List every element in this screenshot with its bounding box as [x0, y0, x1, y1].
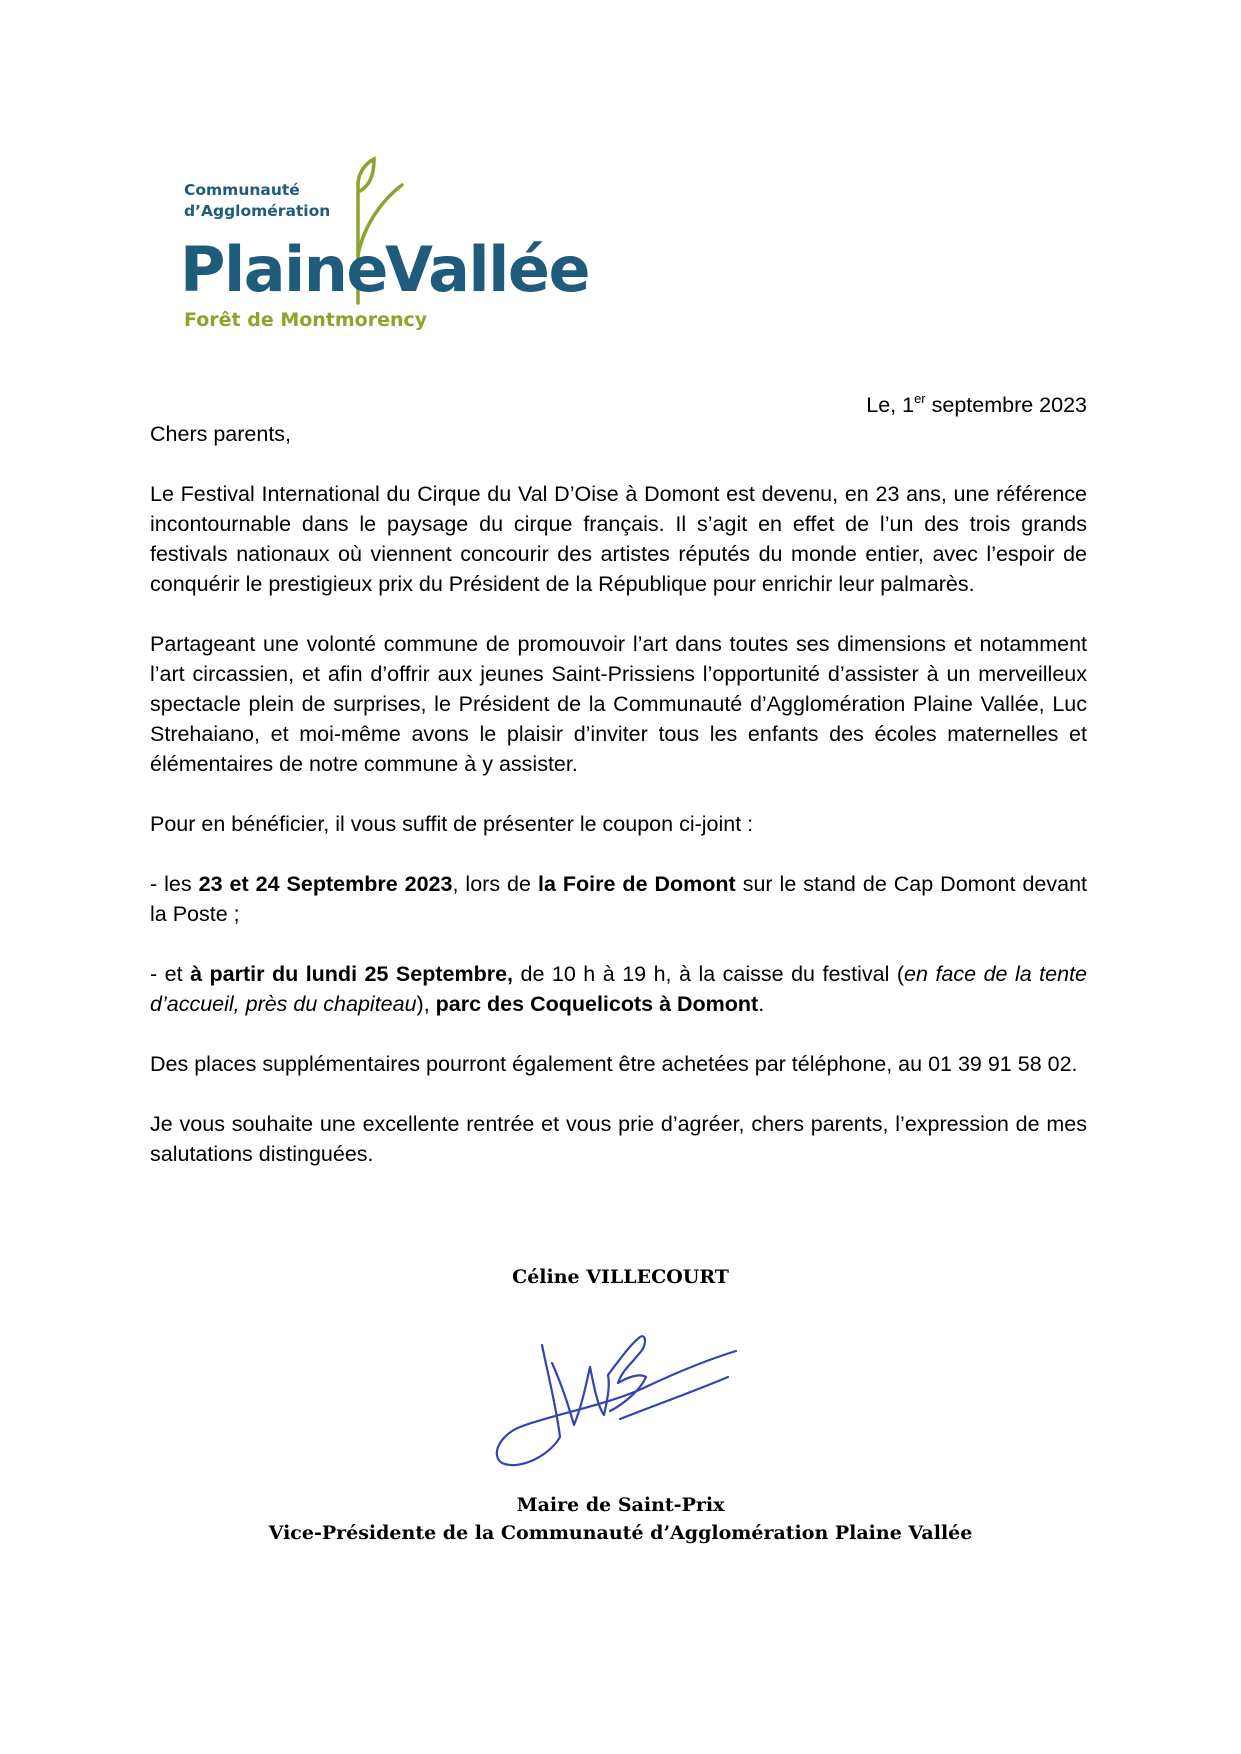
bold-run: la Foire de Domont: [537, 872, 736, 896]
text-run: , lors de: [452, 872, 538, 896]
signatory-title-vice-president: Vice-Présidente de la Communauté d’Agglomération Plaine Vallée: [268, 1522, 973, 1544]
text-run: - les: [150, 872, 199, 896]
logo: [180, 155, 600, 345]
paragraph-festival: Le Festival International du Cirque du Val D’Oise à Domont est devenu, en 23 ans, une référence incontournable dans le paysage du cirque français. Il s’agit en effet de l’un des trois grands festivals nationaux où viennent concourir des artistes réputés du monde entier, avec l’espoir de conquérir le prestigieux prix du Président de la République pour enrichir leur palmarès.: [150, 482, 1087, 596]
signatory-title-mayor: Maire de Saint-Prix: [516, 1494, 725, 1516]
paragraph-closing: Je vous souhaite une excellente rentrée et vous prie d’agréer, chers parents, l’expression de mes salutations distinguées.: [150, 1112, 1087, 1166]
text-run: sur le stand de Cap Domont devant la Poste ;: [150, 872, 1088, 926]
date-prefix: Le, 1: [866, 393, 915, 418]
logo-word-vallee: Vallée: [385, 233, 590, 306]
logo-line1: Communauté: [184, 181, 300, 199]
italic-run: en face de la tente d’accueil, près du chapiteau: [150, 962, 1088, 1016]
salutation: Chers parents,: [150, 422, 292, 446]
date-superscript: er: [914, 391, 926, 406]
letter-date: [866, 392, 1087, 418]
bold-run: parc des Coquelicots à Domont: [435, 992, 759, 1016]
handwritten-signature: [490, 1315, 750, 1475]
paragraph-dates-foire: [150, 869, 1087, 929]
paragraph-dates-caisse: [150, 959, 1087, 1019]
text-run: .: [758, 992, 765, 1016]
paragraph-telephone: Des places supplémentaires pourront également être achetées par téléphone, au 01 39 91 58 02.: [150, 1052, 1078, 1076]
logo-line2: d’Agglomération: [184, 202, 331, 220]
text-run: - et: [150, 962, 191, 986]
letter-body: [150, 479, 1087, 1199]
logo-word-plaine: Plaine: [180, 233, 387, 306]
text-run: de 10 h à 19 h, à la caisse du festival (: [513, 962, 905, 986]
text-run: ),: [416, 992, 436, 1016]
signatory-name: Céline VILLECOURT: [512, 1266, 729, 1288]
paragraph-coupon: Pour en bénéficier, il vous suffit de présenter le coupon ci-joint :: [150, 812, 754, 836]
logo-subtitle: Forêt de Montmorency: [184, 309, 428, 331]
bold-run: à partir du lundi 25 Septembre,: [190, 962, 514, 986]
date-suffix: septembre 2023: [925, 393, 1087, 418]
paragraph-invitation: Partageant une volonté commune de promouvoir l’art dans toutes ses dimensions et notamment l’art circassien, et afin d’offrir aux jeunes Saint-Prissiens l’opportunité d’assister à un merveilleux spectacle plein de surprises, le Président de la Communauté d’Agglomération Plaine Vallée, Luc Strehaiano, et moi-même avons le plaisir d’inviter tous les enfants des écoles maternelles et élémentaires de notre commune à y assister.: [150, 632, 1087, 776]
bold-run: 23 et 24 Septembre 2023: [198, 872, 453, 896]
